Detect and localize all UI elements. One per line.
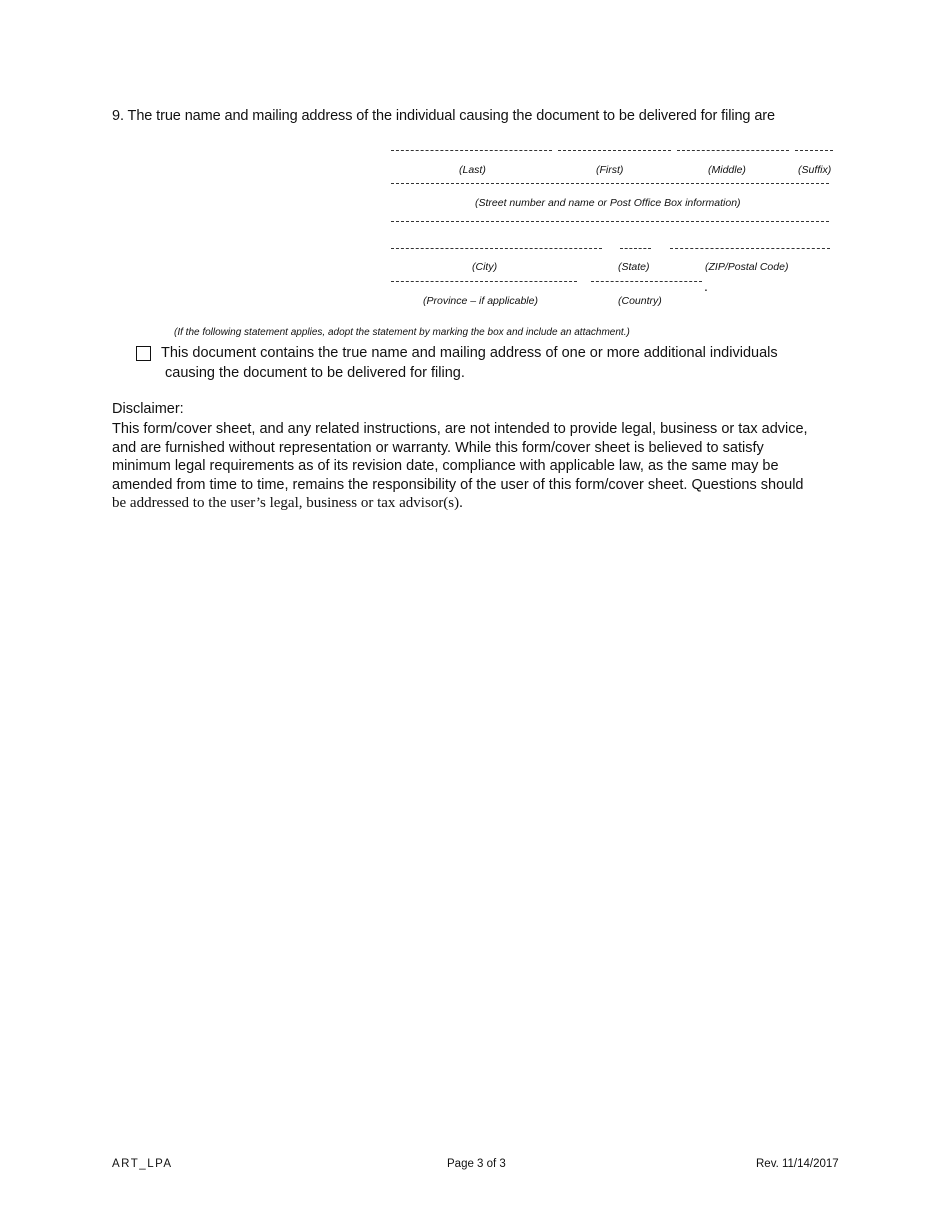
country-caption: (Country): [618, 295, 662, 307]
state-caption: (State): [618, 261, 650, 273]
province-caption: (Province – if applicable): [423, 295, 538, 307]
first-caption: (First): [596, 164, 624, 176]
additional-individuals-checkbox[interactable]: [136, 346, 151, 361]
zip-field[interactable]: [670, 248, 830, 249]
middle-name-field[interactable]: [677, 150, 789, 151]
disclaimer-heading: Disclaimer:: [112, 401, 184, 417]
zip-caption: (ZIP/Postal Code): [705, 261, 789, 273]
attachment-note: (If the following statement applies, adopt the statement by marking the box and include an attachment.): [174, 327, 630, 338]
street-line-2-field[interactable]: [391, 221, 829, 222]
street-caption: (Street number and name or Post Office Box information): [475, 197, 741, 209]
province-field[interactable]: [391, 281, 577, 282]
disclaimer-line: be addressed to the user’s legal, business or tax advisor(s).: [112, 495, 463, 511]
country-period: .: [704, 278, 708, 294]
disclaimer-line: minimum legal requirements as of its revision date, compliance with applicable law, as the same may be: [112, 458, 779, 474]
form-code: ART_LPA: [112, 1158, 173, 1170]
last-name-field[interactable]: [391, 150, 552, 151]
city-caption: (City): [472, 261, 498, 273]
city-field[interactable]: [391, 248, 602, 249]
last-caption: (Last): [459, 164, 486, 176]
suffix-field[interactable]: [795, 150, 833, 151]
additional-statement-line-2: causing the document to be delivered for filing.: [165, 365, 465, 381]
country-field[interactable]: [591, 281, 702, 282]
disclaimer-line: amended from time to time, remains the responsibility of the user of this form/cover sheet. Questions should: [112, 476, 804, 493]
additional-statement-line-1: This document contains the true name and mailing address of one or more additional individuals: [161, 345, 778, 361]
page-number: Page 3 of 3: [447, 1158, 506, 1170]
disclaimer-line: This form/cover sheet, and any related instructions, are not intended to provide legal, business or tax advice,: [112, 421, 808, 437]
suffix-caption: (Suffix): [798, 164, 832, 176]
street-field[interactable]: [391, 183, 829, 184]
middle-caption: (Middle): [708, 164, 746, 176]
revision-date: Rev. 11/14/2017: [756, 1158, 839, 1170]
item-9-heading: 9. The true name and mailing address of the individual causing the document to be delivered for filing are: [112, 108, 775, 124]
disclaimer-text: [112, 420, 842, 513]
disclaimer-line: and are furnished without representation or warranty. While this form/cover sheet is believed to satisfy: [112, 439, 764, 456]
state-field[interactable]: [620, 248, 651, 249]
first-name-field[interactable]: [558, 150, 671, 151]
